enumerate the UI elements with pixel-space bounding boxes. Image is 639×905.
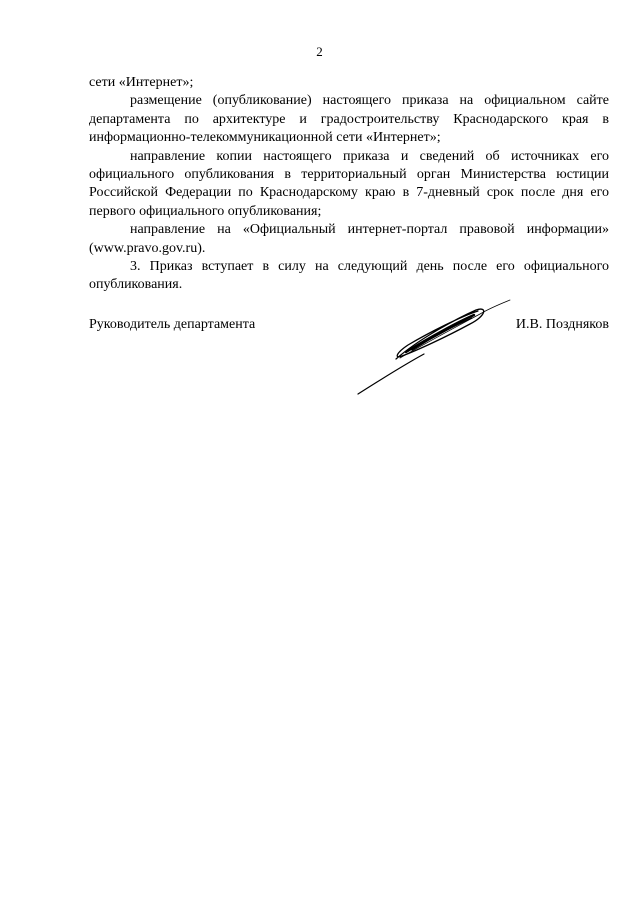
paragraph-continuation: сети «Интернет»;: [89, 75, 194, 90]
paragraph-legal-portal: направление на «Официальный интернет-портал правовой информации» (www.pravo.gov.ru).: [89, 222, 609, 256]
signer-name: И.В. Поздняков: [515, 317, 609, 332]
paragraph-effective-date: 3. Приказ вступает в силу на следующий день после его официального опубликования.: [89, 259, 609, 293]
signer-title: Руководитель департамента: [89, 317, 256, 332]
paragraph-site-publication: размещение (опубликование) настоящего приказа на официальном сайте департамента по архитектуре и градостроительству Краснодарского края в информационно-телекоммуникационной сети «Интернет»;: [89, 93, 609, 146]
page-number: 2: [316, 44, 323, 59]
document-body: [89, 74, 609, 295]
handwritten-signature: [350, 292, 520, 397]
paragraph-ministry-copy: направление копии настоящего приказа и сведений об источниках его официального опубликования в территориальный орган Министерства юстиции Российской Федерации по Краснодарскому краю в 7-дневный срок после дня его первого официального опубликования;: [89, 148, 609, 219]
